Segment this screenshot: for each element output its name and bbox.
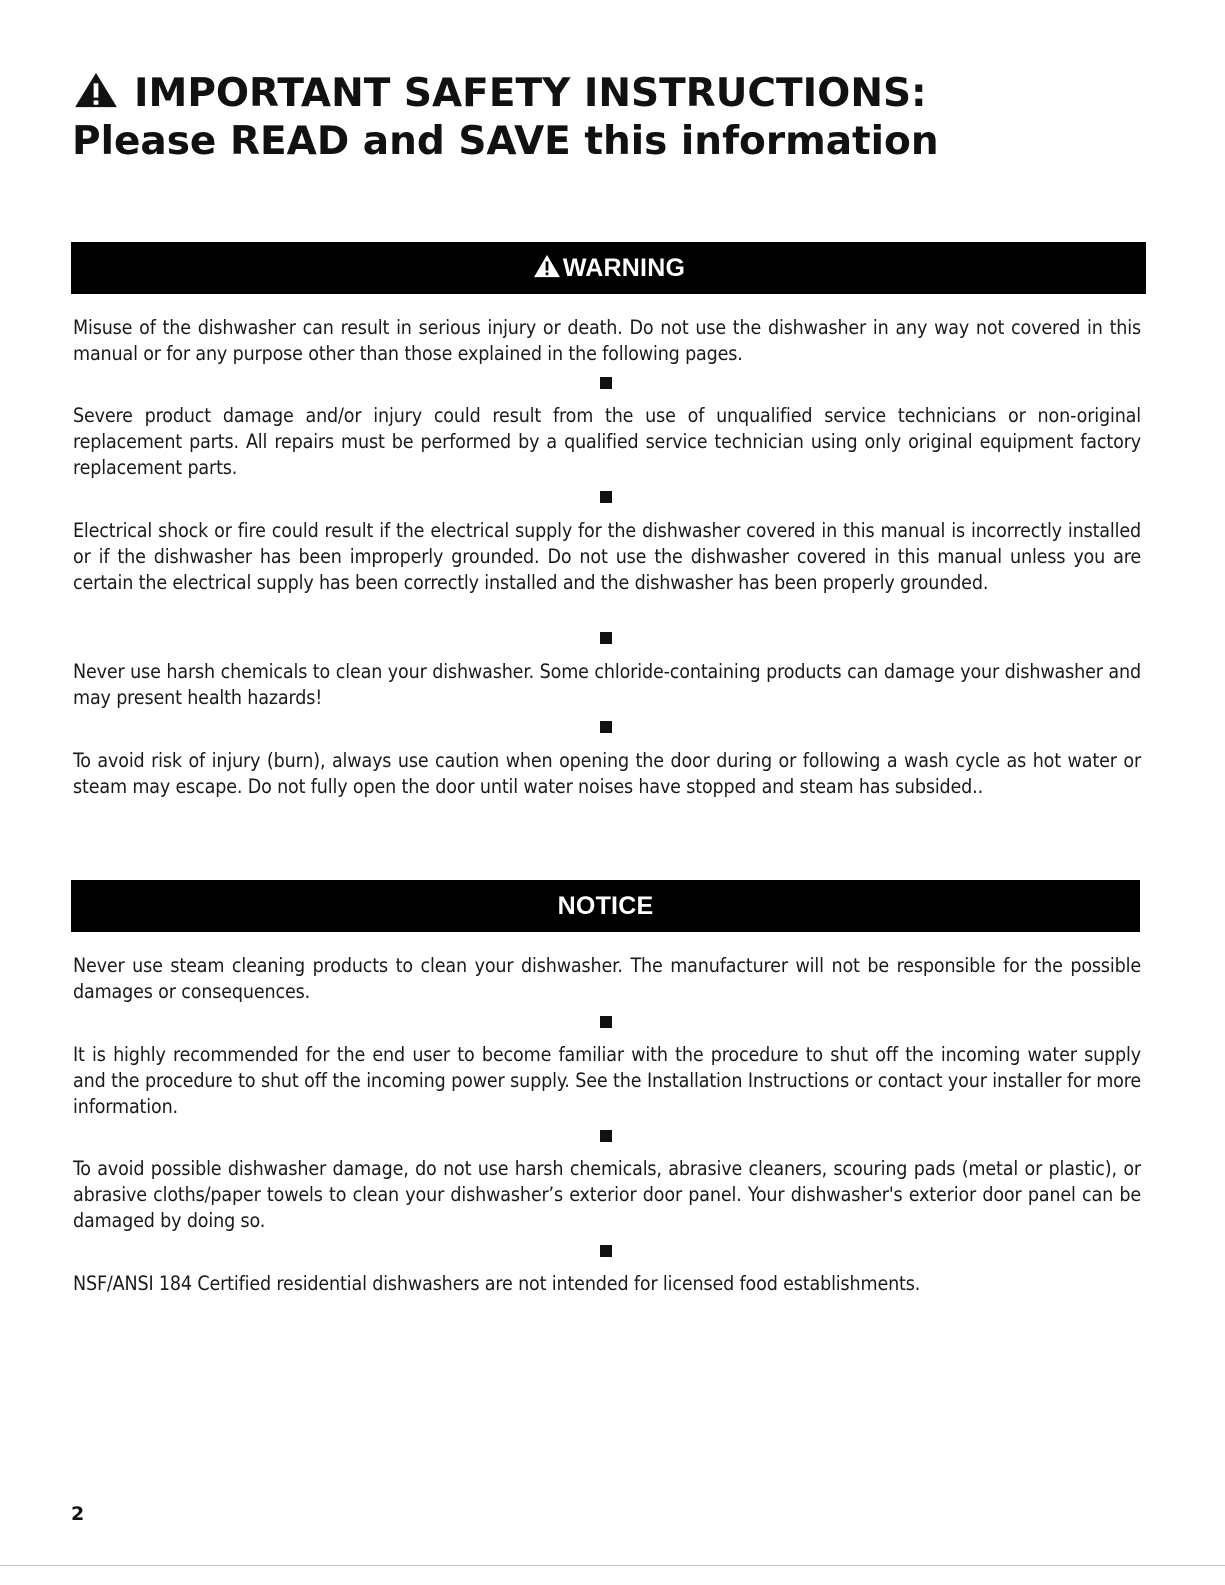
title-text-2: Please READ and SAVE this information: [72, 119, 939, 164]
notice-heading: NOTICE: [557, 892, 654, 920]
warning-paragraph-5: To avoid risk of injury (burn), always use caution when opening the door during or following a wash cycle as hot water or steam may escape. Do not fully open the door until water noises have stopped and steam has subsided..: [73, 749, 1141, 798]
page-title: [72, 70, 1172, 166]
page-number: 2: [71, 1503, 85, 1525]
notice-paragraph-4: NSF/ANSI 184 Certified residential dishwashers are not intended for licensed food establishments.: [73, 1272, 921, 1295]
warning-paragraph-3: Electrical shock or fire could result if the electrical supply for the dishwasher covered in this manual is incorrectly installed or if the dishwasher has been improperly grounded. Do not use the dishwasher covered in this manual unless you are certain the electrical supply has been correctly installed and the dishwasher has been properly grounded.: [73, 519, 1141, 594]
title-line-1: [72, 70, 1172, 118]
bullet-square-icon: [600, 632, 612, 644]
warning-heading: WARNING: [562, 254, 686, 282]
warning-paragraph-2: Severe product damage and/or injury could result from the use of unqualified service technicians or non-original replacement parts. All repairs must be performed by a qualified service technician using only original equipment factory replacement parts.: [73, 404, 1141, 479]
warning-triangle-icon: [532, 254, 562, 278]
bullet-square-icon: [600, 1130, 612, 1142]
title-text-1: IMPORTANT SAFETY INSTRUCTIONS:: [134, 71, 927, 116]
bullet-square-icon: [600, 1016, 612, 1028]
bullet-square-icon: [600, 721, 612, 733]
warning-triangle-icon: [72, 71, 120, 109]
notice-banner: [71, 880, 1140, 932]
bullet-square-icon: [600, 491, 612, 503]
notice-paragraph-3: To avoid possible dishwasher damage, do not use harsh chemicals, abrasive cleaners, scouring pads (metal or plastic), or abrasive cloths/paper towels to clean your dishwasher’s exterior door panel. Your dishwasher's exterior door panel can be damaged by doing so.: [73, 1157, 1141, 1232]
notice-paragraph-1: Never use steam cleaning products to clean your dishwasher. The manufacturer will not be responsible for the possible damages or consequences.: [73, 954, 1141, 1003]
bullet-square-icon: [600, 1245, 612, 1257]
warning-paragraph-4: Never use harsh chemicals to clean your dishwasher. Some chloride-containing products can damage your dishwasher and may present health hazards!: [73, 660, 1141, 709]
warning-banner: [71, 242, 1146, 294]
bullet-square-icon: [600, 377, 612, 389]
warning-paragraph-1: Misuse of the dishwasher can result in serious injury or death. Do not use the dishwasher in any way not covered in this manual or for any purpose other than those explained in the following pages.: [73, 316, 1141, 365]
bottom-divider: [0, 1565, 1225, 1566]
notice-paragraph-2: It is highly recommended for the end user to become familiar with the procedure to shut off the incoming water supply and the procedure to shut off the incoming power supply. See the Installation Instructions or contact your installer for more information.: [73, 1043, 1141, 1118]
